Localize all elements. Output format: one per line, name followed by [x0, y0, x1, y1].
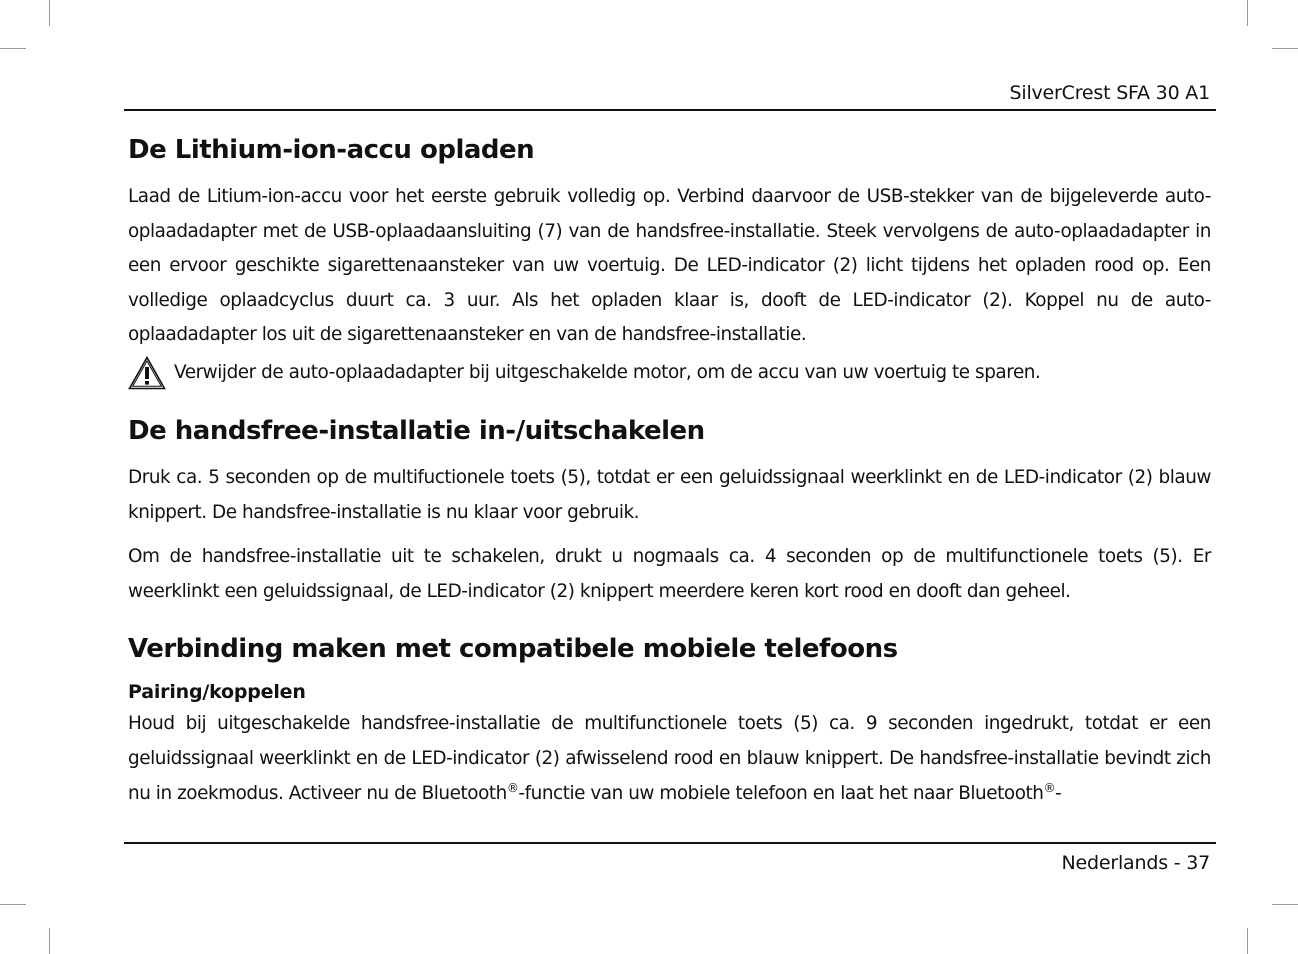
crop-mark [1247, 0, 1248, 26]
crop-mark [49, 928, 50, 954]
running-header: SilverCrest SFA 30 A1 [1009, 82, 1210, 104]
body-paragraph: Druk ca. 5 seconden op de multifuctionele toets (5), totdat er een geluidssignaal weerklinkt en de LED-indicator (2) blauw knippert. De handsfree-installatie is nu klaar voor gebruik. [128, 466, 1211, 523]
page-number: Nederlands - 37 [1061, 852, 1210, 874]
warning-triangle-icon [128, 356, 166, 390]
crop-mark [0, 904, 26, 905]
section-heading: De Lithium-ion-accu opladen [128, 135, 535, 165]
paragraph-text: Houd bij uitgeschakelde handsfree-installatie de multifunctionele toets (5) ca. 9 seconden ingedrukt, totdat er een geluidssignaal weerklinkt en de LED-indicator (2) afwisselend rood en blauw knippert. De handsfree-installatie bevindt zich nu in zoekmodus. Activeer nu de Bluetooth [128, 713, 1211, 804]
page-content [128, 128, 1211, 811]
body-paragraph: Laad de Litium-ion-accu voor het eerste gebruik volledig op. Verbind daarvoor de USB-stekker van de bijgeleverde auto-oplaadadapter met de USB-oplaadaansluiting (7) van de handsfree-installatie. Steek vervolgens de auto-oplaadadapter in een ervoor geschikte sigarettenaansteker van uw voertuig. De LED-indicator (2) licht tijdens het opladen rood op. Een volledige oplaadcyclus duurt ca. 3 uur. Als het opladen klaar is, dooft de LED-indicator (2). Koppel nu de auto-oplaadadapter los uit de sigarettenaansteker en van de handsfree-installatie. [128, 186, 1211, 346]
warning-note [128, 355, 1211, 391]
section-heading: Verbinding maken met compatibele mobiele telefoons [128, 634, 898, 665]
body-paragraph: Om de handsfree-installatie uit te schakelen, drukt u nogmaals ca. 4 seconden op de multifunctionele toets (5). Er weerklinkt een geluidssignaal, de LED-indicator (2) knippert meerdere keren kort rood en dooft dan geheel. [128, 546, 1211, 602]
crop-mark [1272, 904, 1298, 905]
paragraph-text: - [1055, 782, 1062, 804]
crop-mark [1272, 48, 1298, 49]
crop-mark [0, 48, 26, 49]
warning-text: Verwijder de auto-oplaadadapter bij uitgeschakelde motor, om de accu van uw voertuig te sparen. [174, 362, 1041, 384]
crop-mark [49, 0, 50, 26]
crop-mark [1247, 928, 1248, 954]
registered-mark: ® [506, 780, 519, 795]
subheading: Pairing/koppelen [128, 681, 306, 704]
section-heading: De handsfree-installatie in-/uitschakelen [128, 415, 705, 446]
footer-rule [124, 842, 1216, 844]
body-paragraph [128, 707, 1211, 811]
header-rule [124, 109, 1216, 111]
paragraph-text: -functie van uw mobiele telefoon en laat het naar Bluetooth [518, 782, 1044, 804]
registered-mark: ® [1043, 780, 1056, 795]
